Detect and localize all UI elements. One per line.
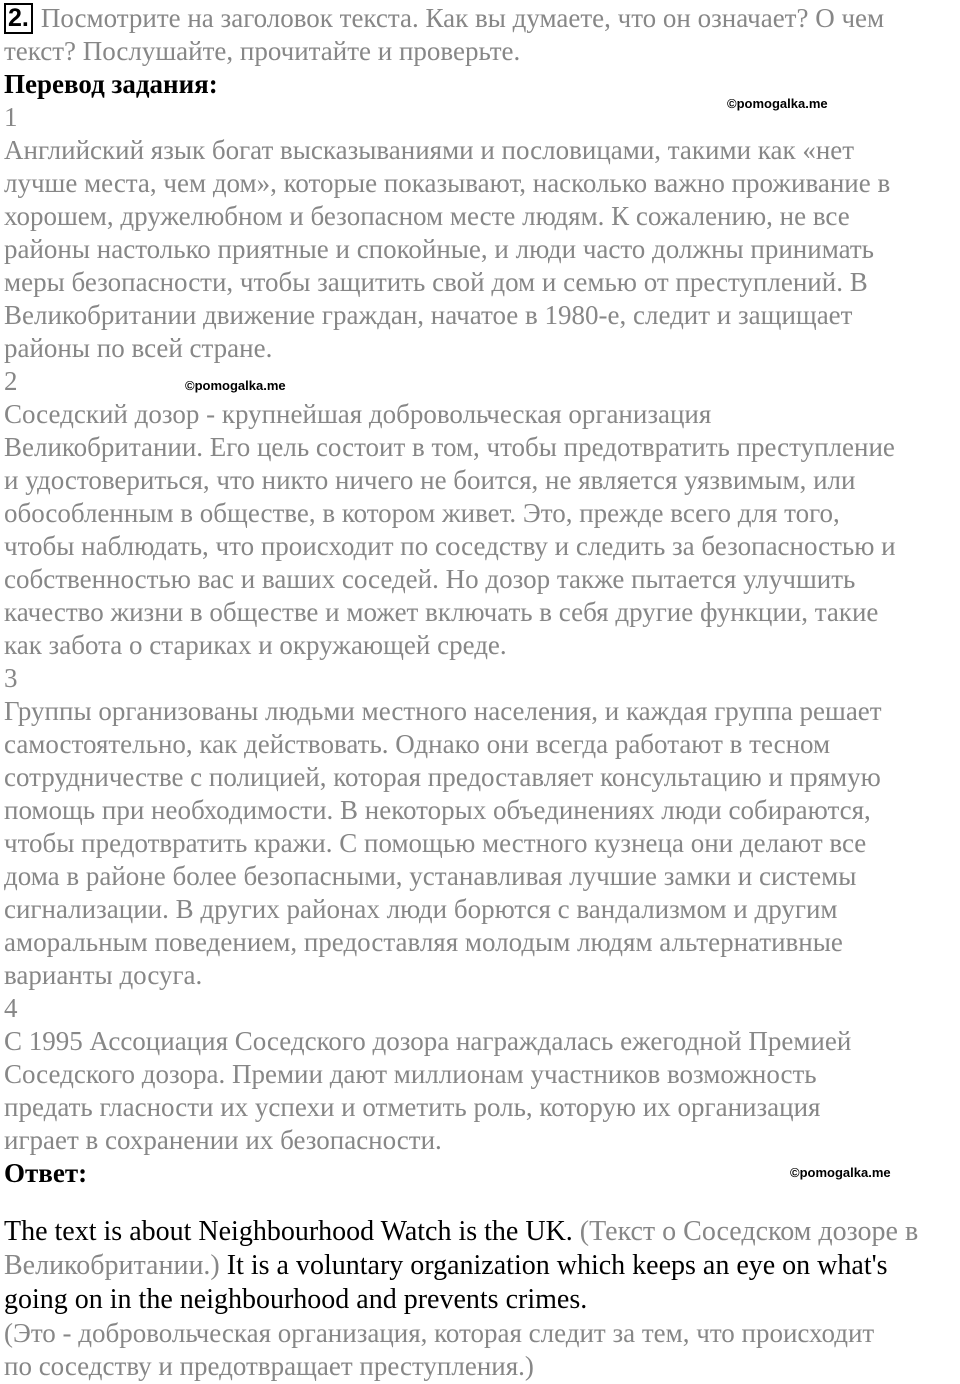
paragraph-line: меры безопасности, чтобы защитить свой дом и семью от преступлений. В bbox=[4, 267, 868, 297]
paragraph-line: Великобритании движение граждан, начатое в 1980-е, следит и защищает bbox=[4, 300, 853, 330]
paragraph-line: чтобы предотвратить кражи. С помощью местного кузнеца они делают все bbox=[4, 828, 867, 858]
watermark-text: ©pomogalka.me bbox=[185, 378, 286, 393]
answer-line-1 bbox=[4, 1215, 956, 1249]
paragraph-line: помощь при необходимости. В некоторых объединениях люди собираются, bbox=[4, 795, 871, 825]
answer-english: It is a voluntary organization which keeps an eye on what's bbox=[219, 1250, 888, 1281]
paragraph-line: Соседского дозора. Премии дают миллионам участников возможность bbox=[4, 1059, 817, 1089]
answer-english: The text is about Neighbourhood Watch is the UK. bbox=[4, 1216, 573, 1247]
paragraph-line: самостоятельно, как действовать. Однако они всегда работают в тесном bbox=[4, 729, 831, 759]
task-line-1 bbox=[4, 2, 956, 35]
watermark-text: ©pomogalka.me bbox=[727, 96, 828, 111]
answer-heading: Ответ: bbox=[4, 1158, 88, 1188]
paragraph-line: районы по всей стране. bbox=[4, 333, 273, 363]
paragraph-number: 3 bbox=[4, 663, 18, 693]
paragraph-line: обособленным в обществе, в котором живет. Это, прежде всего для того, bbox=[4, 498, 840, 528]
task-line-2: текст? Послушайте, прочитайте и проверьте. bbox=[4, 36, 521, 66]
paragraph-line: играет в сохранении их безопасности. bbox=[4, 1125, 442, 1155]
paragraph-number: 2 bbox=[4, 366, 18, 396]
paragraph-line: чтобы наблюдать, что происходит по соседству и следить за безопасностью и bbox=[4, 531, 896, 561]
paragraph-line: Великобритании. Его цель состоит в том, чтобы предотвратить преступление bbox=[4, 432, 895, 462]
paragraph-line: лучше места, чем дом», которые показывают, насколько важно проживание в bbox=[4, 168, 891, 198]
task-text: Посмотрите на заголовок текста. Как вы думаете, что он означает? О чем bbox=[40, 3, 885, 33]
paragraph-line: Соседский дозор - крупнейшая добровольческая организация bbox=[4, 399, 712, 429]
task-number-badge: 2. bbox=[4, 3, 33, 34]
paragraph-number: 1 bbox=[4, 102, 18, 132]
answer-russian: (Текст о Соседском дозоре в bbox=[572, 1216, 919, 1247]
paragraph-number: 4 bbox=[4, 993, 18, 1023]
paragraph-line: Английский язык богат высказываниями и пословицами, такими как «нет bbox=[4, 135, 855, 165]
answer-line-5: по соседству и предотвращает преступления.) bbox=[4, 1351, 534, 1381]
spacer bbox=[4, 1190, 956, 1215]
paragraph-line: предать гласности их успехи и отметить роль, которую их организация bbox=[4, 1092, 821, 1122]
paragraph-line: варианты досуга. bbox=[4, 960, 203, 990]
answer-line-2 bbox=[4, 1249, 956, 1283]
paragraph-line: сотрудничестве с полицией, которая предоставляет консультацию и прямую bbox=[4, 762, 881, 792]
paragraph-line: хорошем, дружелюбном и безопасном месте людям. К сожалению, не все bbox=[4, 201, 850, 231]
translation-heading: Перевод задания: bbox=[4, 69, 218, 99]
watermark-text: ©pomogalka.me bbox=[790, 1165, 891, 1180]
paragraph-line: С 1995 Ассоциация Соседского дозора награждалась ежегодной Премией bbox=[4, 1026, 852, 1056]
paragraph-line: собственностью вас и ваших соседей. Но дозор также пытается улучшить bbox=[4, 564, 856, 594]
paragraph-line: сигнализации. В других районах люди борются с вандализмом и другим bbox=[4, 894, 838, 924]
paragraph-line: дома в районе более безопасными, устанавливая лучшие замки и системы bbox=[4, 861, 857, 891]
paragraph-line: качество жизни в обществе и может включать в себя другие функции, такие bbox=[4, 597, 879, 627]
paragraph-line: аморальным поведением, предоставляя молодым людям альтернативные bbox=[4, 927, 843, 957]
paragraph-line: и удостовериться, что никто ничего не боится, не является уязвимым, или bbox=[4, 465, 856, 495]
answer-line-4: (Это - добровольческая организация, которая следит за тем, что происходит bbox=[4, 1318, 875, 1348]
paragraph-line: Группы организованы людьми местного населения, и каждая группа решает bbox=[4, 696, 882, 726]
paragraph-line: как забота о стариках и окружающей среде. bbox=[4, 630, 507, 660]
paragraph-line: районы настолько приятные и спокойные, и люди часто должны принимать bbox=[4, 234, 874, 264]
answer-russian: Великобритании.) bbox=[4, 1250, 220, 1281]
answer-line-3: going on in the neighbourhood and prevents crimes. bbox=[4, 1284, 588, 1315]
